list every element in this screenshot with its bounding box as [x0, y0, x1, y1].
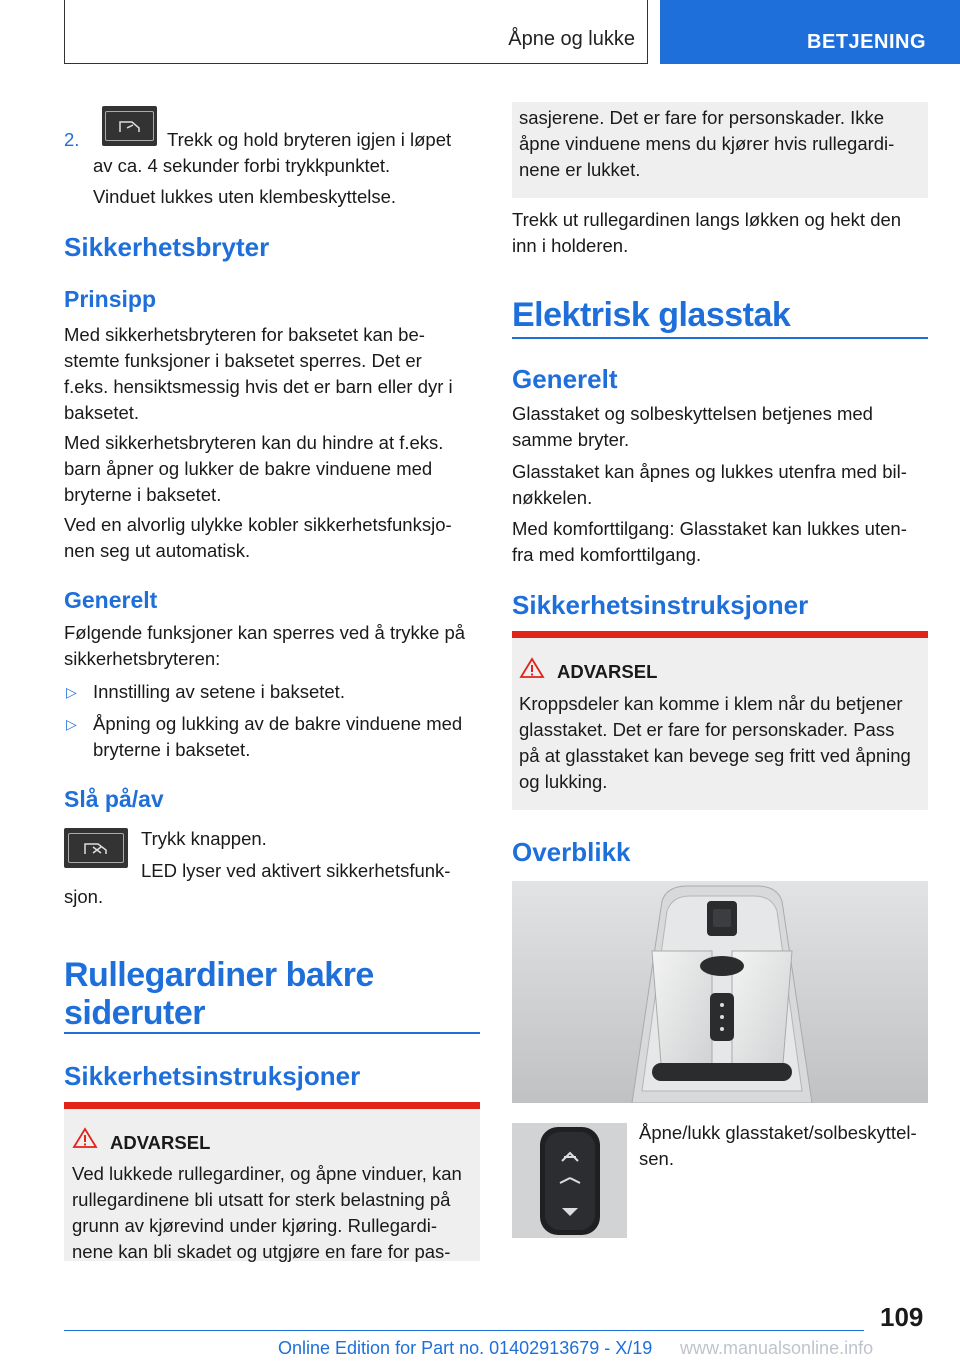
- warning-icon: [519, 657, 545, 684]
- heading-general-left: Generelt: [64, 587, 158, 613]
- sunroof-switch-image: [512, 1123, 627, 1238]
- heading-rear-blinds: Rullegardiner bakre sideruter: [64, 956, 374, 1032]
- footer-edition: Online Edition for Part no. 01402913679 - X/19: [278, 1338, 653, 1358]
- header-section-title: Åpne og lukke: [508, 28, 635, 50]
- heading-rule: [512, 337, 928, 339]
- heading-sunroof: Elektrisk glasstak: [512, 296, 791, 334]
- footer-watermark: www.manualsonline.info: [680, 1338, 874, 1358]
- warning-text-continued: sasjerene. Det er fare for personskader. Ikke åpne vinduene mens du kjører hvis rullegardi‐ nene er lukket.: [519, 107, 895, 180]
- general-para-3: Med komforttilgang: Glasstaket kan lukkes uten‐ fra med komforttilgang.: [512, 518, 907, 565]
- general-para-2: Glasstaket kan åpnes og lukkes utenfra med bil‐ nøkkelen.: [512, 461, 907, 508]
- bullet-marker-icon: ▷: [66, 684, 77, 700]
- paragraph-3: Ved en alvorlig ulykke kobler sikkerhetsfunksjo‐ nen seg ut automatisk.: [64, 514, 452, 561]
- warning-bar: [512, 631, 928, 638]
- heading-principle: Prinsipp: [64, 286, 157, 312]
- overhead-console-image: [512, 881, 928, 1103]
- window-close-icon: [105, 111, 153, 141]
- step-number: 2.: [64, 129, 80, 150]
- heading-safety-instructions-left: Sikkerhetsinstruksjoner: [64, 1061, 361, 1091]
- heading-general-right: Generelt: [512, 364, 618, 394]
- bullet-item-2: Åpning og lukking av de bakre vinduene med bryterne i baksetet.: [93, 713, 463, 760]
- principle-paragraph: Med sikkerhetsbryteren for baksetet kan be‐ stemte funksjoner i baksetet sperres. Det er f.eks. hensiktsmessig hvis det er barn eller dyr i baksetet.: [64, 324, 453, 423]
- general-para-1: Glasstaket og solbeskyttelsen betjenes med samme bryter.: [512, 403, 873, 450]
- warning-icon: [72, 1127, 98, 1154]
- heading-on-off: Slå på/av: [64, 786, 164, 812]
- step-text-2: av ca. 4 sekunder forbi trykkpunktet.: [93, 155, 391, 176]
- warning-text-right: Kroppsdeler kan komme i klem når du betjener glasstaket. Det er fare for personskader. Pass på at glasstaket kan bevege seg fritt ved åpning og lukking.: [519, 693, 911, 792]
- on-off-text-2: LED lyser ved aktivert sikkerhetsfunk‐: [141, 860, 451, 881]
- heading-safety-switch: Sikkerhetsbryter: [64, 232, 270, 262]
- general-paragraph: Følgende funksjoner kan sperres ved å trykke på sikkerhetsbryteren:: [64, 622, 466, 669]
- paragraph-2: Med sikkerhetsbryteren kan du hindre at f.eks. barn åpner og lukker de bakre vinduene med bryterne i baksetet.: [64, 432, 444, 505]
- header-tab: BETJENING: [660, 0, 960, 64]
- warning-title-left: ADVARSEL: [110, 1132, 211, 1153]
- warning-text-left: Ved lukkede rullegardiner, og åpne vinduer, kan rullegardinene bli utsatt for sterk belastning på grunn av kjørevind under kjøring. Rullegardi‐ nene kan bli skadet og utgjøre en fare for pas‐: [72, 1163, 462, 1262]
- on-off-text-3: sjon.: [64, 886, 104, 907]
- page-number: 109: [880, 1302, 924, 1332]
- bullet-item-1: Innstilling av setene i baksetet.: [93, 681, 345, 702]
- child-lock-icon: [68, 833, 124, 863]
- pull-blind-paragraph: Trekk ut rullegardinen langs løkken og hekt den inn i holderen.: [512, 209, 902, 256]
- safety-switch-image: [64, 828, 128, 868]
- heading-rule: [64, 1032, 480, 1034]
- heading-overview: Overblikk: [512, 837, 631, 867]
- warning-bar: [64, 1102, 480, 1109]
- on-off-text-1: Trykk knappen.: [141, 828, 267, 849]
- step-text-1: Trekk og hold bryteren igjen i løpet: [167, 129, 452, 150]
- warning-title-right: ADVARSEL: [557, 661, 658, 682]
- sunroof-switch-caption: Åpne/lukk glasstaket/solbeskyttel‐ sen.: [639, 1122, 917, 1169]
- bullet-marker-icon: ▷: [66, 716, 77, 732]
- window-switch-image: [102, 106, 157, 146]
- footer-rule: [64, 1330, 864, 1331]
- step-note: Vinduet lukkes uten klembeskyttelse.: [93, 186, 397, 207]
- heading-safety-instructions-right: Sikkerhetsinstruksjoner: [512, 590, 809, 620]
